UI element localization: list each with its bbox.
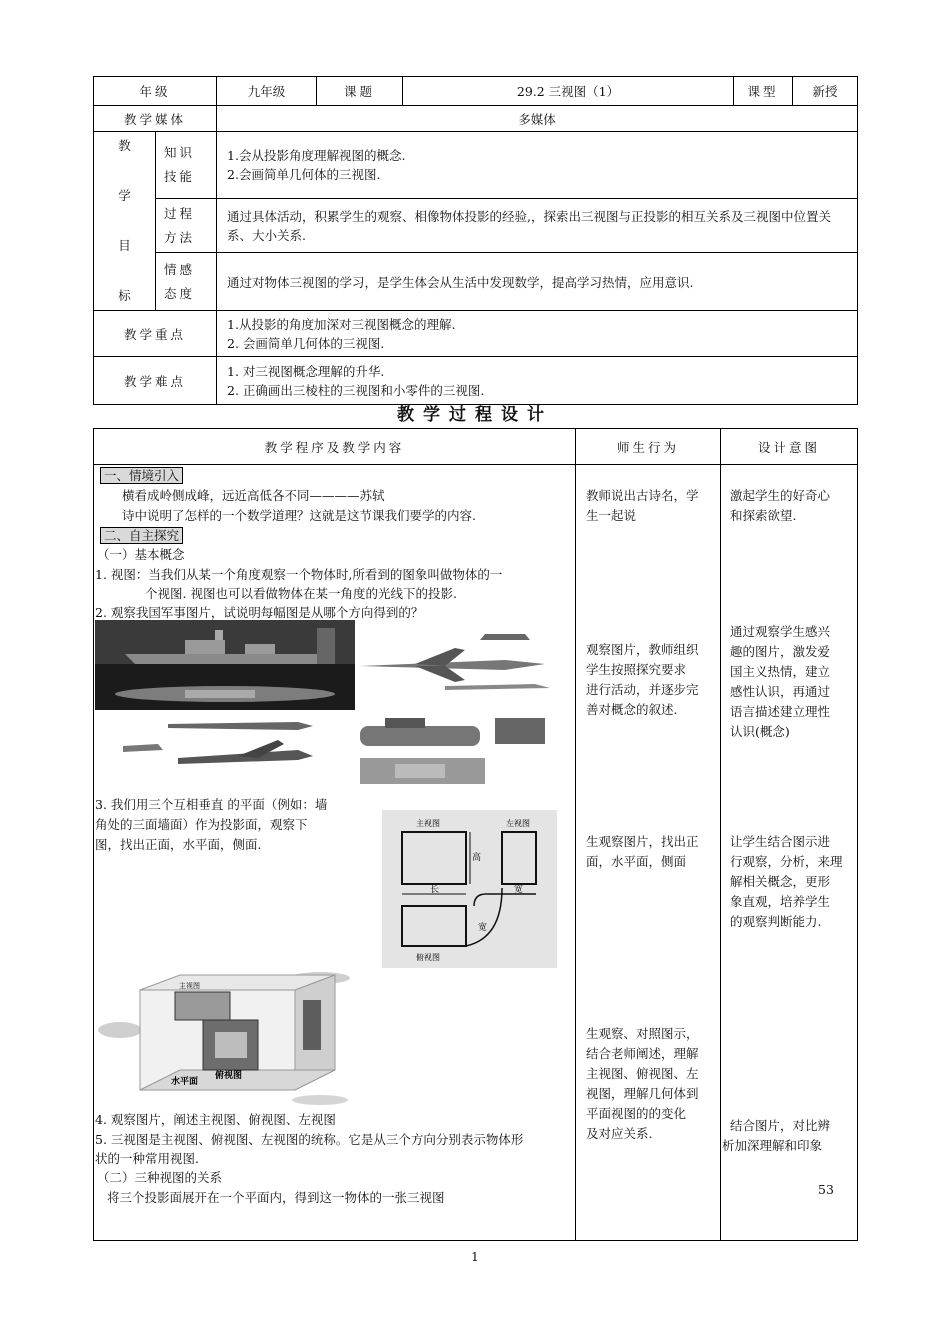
media-label: 教学媒体 — [94, 106, 217, 132]
intent-4: 结合图片，对比辨 析加深理解和印象 — [722, 1118, 831, 1153]
intent-2: 通过观察学生感兴 趣的图片，激发爱 国主义热情，建立 感性认识，再通过 语言描述建立理性 认识(概念) — [730, 624, 831, 739]
projection-box-figure — [95, 970, 355, 1105]
box-label-top: 俯视图 — [215, 1071, 243, 1081]
label-length: 长 — [430, 885, 440, 895]
item-1-line-a: 1. 视图：当我们从某一个角度观察一个物体时,所看到的图象叫做物体的一 — [95, 567, 503, 582]
item-3-line-a: 3. 我们用三个互相垂直 的平面（例如：墙 — [95, 797, 328, 812]
difficulty-label: 教学难点 — [94, 357, 217, 405]
item-4: 4. 观察图片，阐述主视图、俯视图、左视图 — [95, 1112, 336, 1127]
subheading-relations: （二）三种视图的关系 — [97, 1170, 223, 1185]
tank-views — [345, 710, 555, 790]
goal-emotion-text: 通过对物体三视图的学习，是学生体会从生活中发现数学，提高学习热情，应用意识. — [217, 253, 858, 311]
content-header: 教学程序及教学内容 — [94, 429, 576, 465]
item-6: 将三个投影面展开在一个平面内，得到这一物体的一张三视图 — [107, 1190, 445, 1205]
label-top-view: 俯视图 — [416, 953, 440, 962]
goal-knowledge-text: 1.会从投影角度理解视图的概念. 2.会画简单几何体的三视图. — [217, 132, 858, 199]
poem-question: 诗中说明了怎样的一个数学道理？这就是这节课我们要学的内容. — [122, 508, 476, 523]
warship-photo — [95, 620, 355, 710]
intent-1: 激起学生的好奇心 和探索欲望. — [730, 488, 831, 523]
goals-label: 教 学 目 标 — [94, 132, 156, 311]
item-2: 2. 观察我国军事图片，试说明每幅图是从哪个方向得到的？ — [95, 605, 424, 620]
key-points-text: 1.从投影的角度加深对三视图概念的理解. 2. 会画简单几何体的三视图. — [217, 311, 858, 357]
item-5-line-b: 状的一种常用视图. — [95, 1151, 199, 1166]
label-height: 高 — [472, 853, 482, 863]
intent-header: 设计意图 — [721, 429, 858, 465]
item-5-line-a: 5. 三视图是主视图、俯视图、左视图的统称。它是从三个方向分别表示物体形 — [95, 1132, 524, 1147]
type-label: 课型 — [734, 77, 793, 106]
media-value: 多媒体 — [217, 106, 858, 132]
jet-fighter-views — [355, 626, 555, 706]
label-width-1: 宽 — [514, 885, 524, 895]
goal-process-text: 通过具体活动，积累学生的观察、相像物体投影的经验,，探索出三视图与正投影的相互关系及三视图中位置关系、大小关系. — [217, 199, 858, 253]
topic-value: 29.2 三视图（1） — [403, 77, 734, 106]
goal-emotion-label: 情感 态度 — [156, 253, 217, 311]
box-label-horizontal: 水平面 — [171, 1077, 199, 1087]
grade-value: 九年级 — [217, 77, 317, 106]
item-3-line-b: 角处的三面墙面）作为投影面，观察下 — [95, 817, 308, 832]
item-3-line-c: 图，找出正面，水平面，侧面. — [95, 837, 262, 852]
action-4: 生观察、对照图示， 结合老师阐述，理解 主视图、俯视图、左 视图，理解几何体到 平面视图的的变化 及对应关系. — [586, 1026, 699, 1141]
intent-page-ref: 53 — [818, 1182, 834, 1197]
difficulty-text: 1. 对三视图概念理解的升华. 2. 正确画出三棱柱的三视图和小零件的三视图. — [217, 357, 858, 405]
action-2: 观察图片，教师组织 学生按照探究要求 进行活动，并逐步完 善对概念的叙述. — [586, 642, 699, 717]
action-header: 师生行为 — [576, 429, 721, 465]
three-views-diagram — [382, 810, 557, 968]
lesson-info-table — [93, 76, 858, 405]
action-1: 教师说出古诗名，学 生一起说 — [586, 488, 699, 523]
page-number: 1 — [471, 1250, 479, 1264]
goal-knowledge-label: 知识 技能 — [156, 132, 217, 199]
item-1-line-b: 个视图. 视图也可以看做物体在某一角度的光线下的投影. — [145, 586, 457, 601]
label-main-view: 主视图 — [416, 819, 440, 828]
key-points-label: 教学重点 — [94, 311, 217, 357]
action-3: 生观察图片，找出正 面，水平面，侧面 — [586, 834, 699, 869]
poem-line: 横看成岭侧成峰，远近高低各不同————苏轼 — [122, 488, 385, 503]
type-value: 新授 — [793, 77, 858, 106]
label-left-view: 左视图 — [506, 819, 530, 828]
section-heading-explore: 二、自主探究 — [100, 527, 183, 544]
section-heading-intro: 一、情境引入 — [100, 467, 183, 484]
topic-label: 课题 — [317, 77, 403, 106]
section-title: 教学过程设计 — [397, 405, 553, 425]
subheading-concepts: （一）基本概念 — [97, 547, 185, 562]
box-label-main: 主视图 — [179, 982, 200, 990]
label-width-2: 宽 — [478, 923, 488, 933]
intent-3: 让学生结合图示进 行观察，分析，来理 解相关概念，更形 象直观，培养学生 的观察判断能力. — [730, 834, 843, 929]
grade-label: 年级 — [94, 77, 217, 106]
goal-process-label: 过程 方法 — [156, 199, 217, 253]
attack-jet-views — [118, 710, 318, 780]
